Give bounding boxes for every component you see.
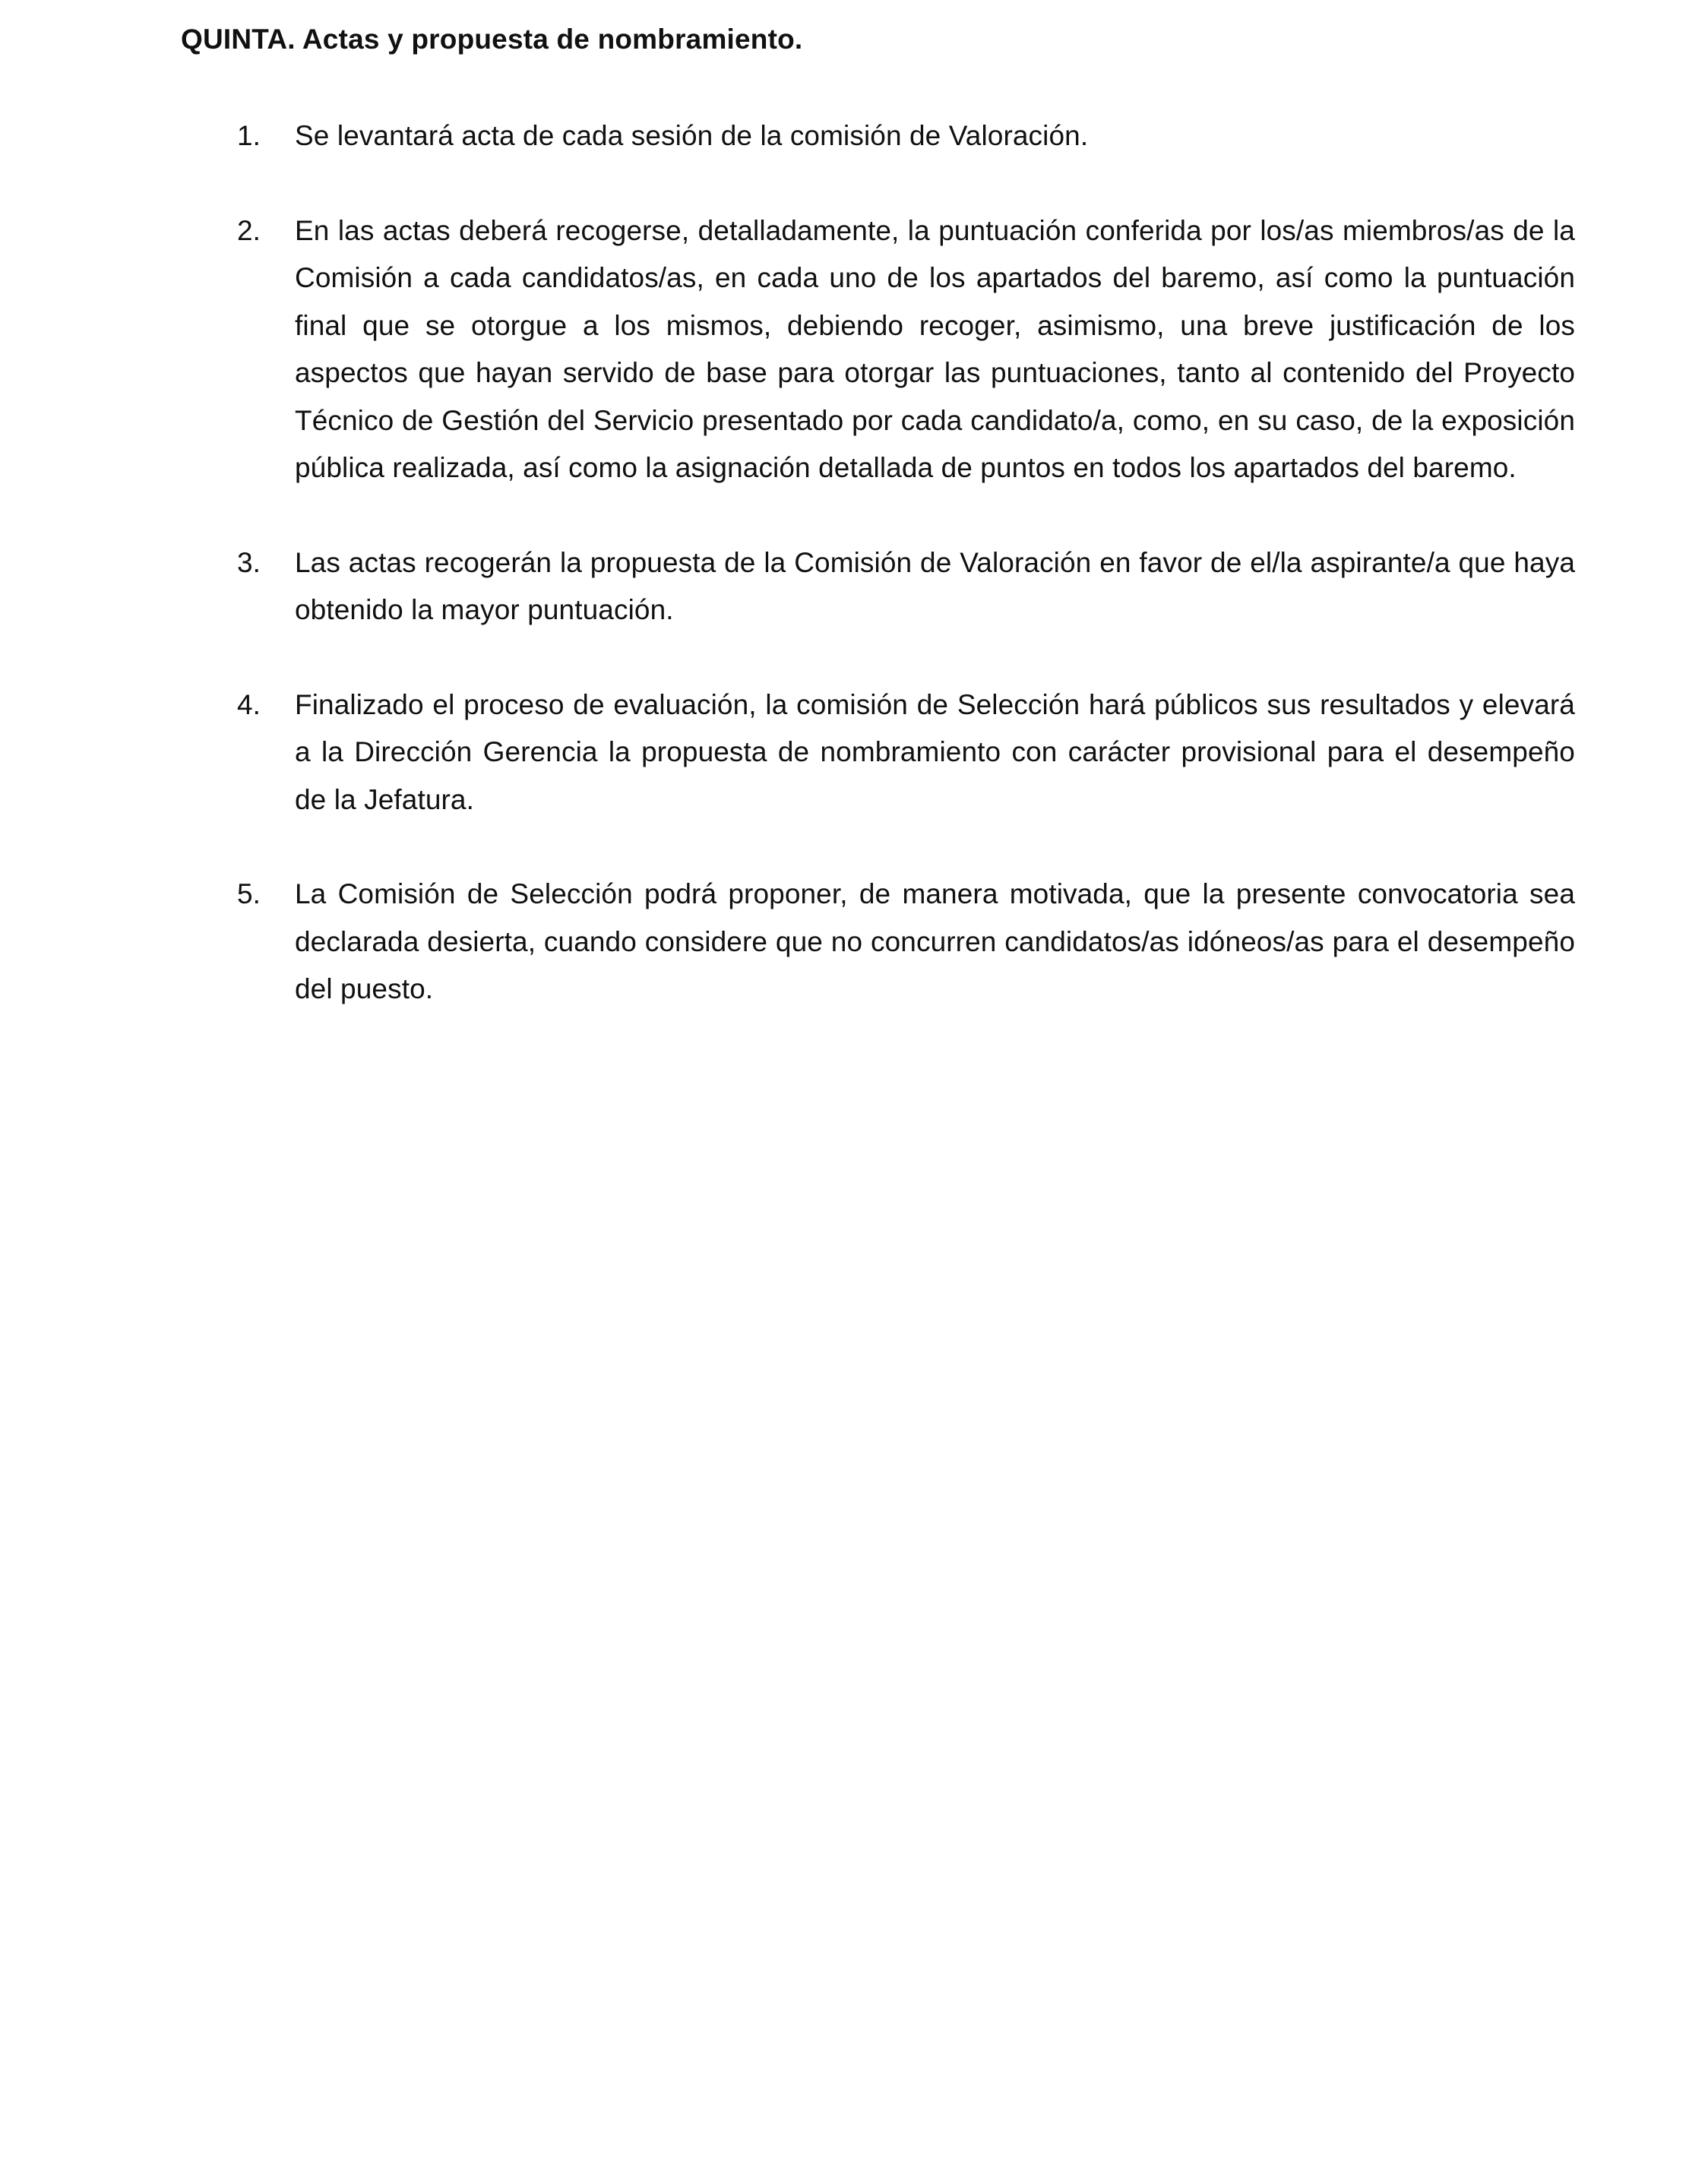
list-item-number: 1. <box>237 120 261 151</box>
list-item-2 <box>181 207 1575 492</box>
list-item-text: Finalizado el proceso de evaluación, la comisión de Selección hará públicos sus resultados y elevará a la Dirección Gerencia la propuesta de nombramiento con carácter provisional para el desempeño de la Jefatura. <box>295 688 1575 815</box>
list-item-text: Se levantará acta de cada sesión de la comisión de Valoración. <box>295 120 1089 151</box>
list-item-text: La Comisión de Selección podrá proponer, de manera motivada, que la presente convocatoria sea declarada desierta, cuando considere que no concurren candidatos/as idóneos/as para el desempeño del puesto. <box>295 878 1575 1004</box>
list-item-text: En las actas deberá recogerse, detalladamente, la puntuación conferida por los/as miembros/as de la Comisión a cada candidatos/as, en cada uno de los apartados del baremo, así como la puntuación final que se otorgue a los mismos, debiendo recoger, asimismo, una breve justificación de los aspectos que hayan servido de base para otorgar las puntuaciones, tanto al contenido del Proyecto Técnico de Gestión del Servicio presentado por cada candidato/a, como, en su caso, de la exposición pública realizada, así como la asignación detallada de puntos en todos los apartados del baremo. <box>295 214 1575 483</box>
list-item-number: 4. <box>237 688 261 720</box>
section-title: QUINTA. Actas y propuesta de nombramiento. <box>181 24 803 55</box>
list-item-5 <box>181 871 1575 1014</box>
list-item-number: 5. <box>237 878 261 909</box>
list-item-3 <box>181 539 1575 634</box>
list-item-1 <box>181 112 1575 160</box>
list-item-text: Las actas recogerán la propuesta de la Comisión de Valoración en favor de el/la aspirante/a que haya obtenido la mayor puntuación. <box>295 546 1575 625</box>
list-item-4 <box>181 681 1575 824</box>
list-item-number: 3. <box>237 546 261 578</box>
list-item-number: 2. <box>237 214 261 246</box>
numbered-list <box>181 112 1575 1061</box>
